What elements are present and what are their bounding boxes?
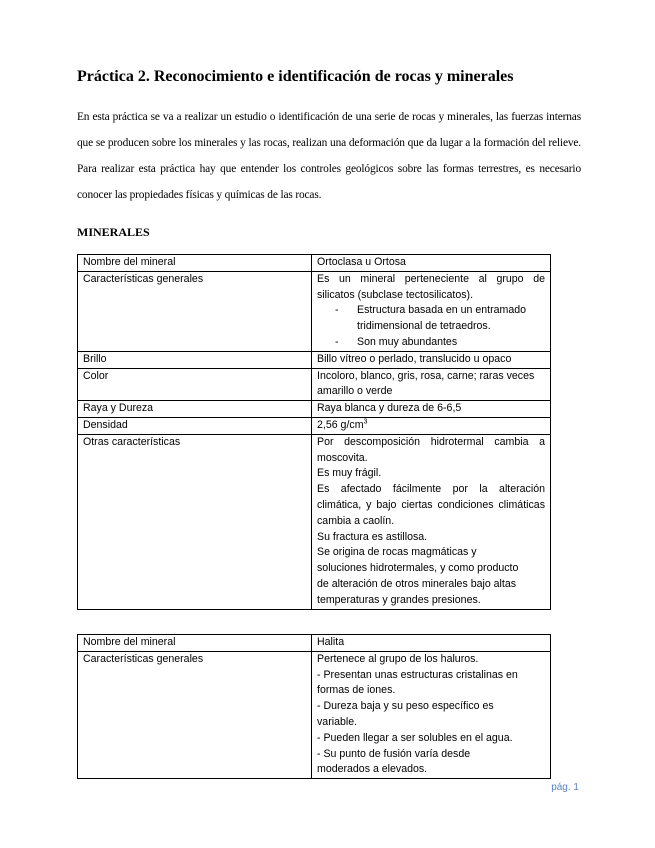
- row-label: Brillo: [78, 351, 312, 368]
- other-characteristics: [312, 434, 551, 609]
- section-heading-minerales: MINERALES: [77, 225, 150, 239]
- row-label: Nombre del mineral: [78, 635, 312, 652]
- general-characteristics: [312, 651, 551, 778]
- table-row: [78, 417, 551, 434]
- color-value: Incoloro, blanco, gris, rosa, carne; raras veces amarillo o verde: [312, 368, 551, 401]
- other-line: Por descomposición hidrotermal cambia a moscovita.: [317, 435, 545, 464]
- general-line: Pertenece al grupo de los haluros.: [317, 652, 479, 665]
- table-row: [78, 351, 551, 368]
- row-label: Nombre del mineral: [78, 255, 312, 272]
- raya-value: Raya blanca y dureza de 6-6,5: [312, 401, 551, 418]
- other-line: Es muy frágil.: [317, 467, 382, 480]
- mineral-name: Halita: [312, 635, 551, 652]
- table-row: [78, 635, 551, 652]
- general-line: - Dureza baja y su peso específico es variable.: [317, 700, 494, 728]
- table-row: [78, 434, 551, 609]
- intro-paragraph: En esta práctica se va a realizar un estudio o identificación de una serie de rocas y minerales, las fuerzas internas que se producen sobre los minerales y las rocas, realizan una deformación que da lugar a la formación del relieve. Para realizar esta práctica hay que entender los controles geológicos sobre las formas terrestres, es necesario conocer las propiedades físicas y químicas de las rocas.: [77, 111, 581, 201]
- row-label: Características generales: [78, 651, 312, 778]
- mineral-table-ortoclasa: [77, 254, 551, 610]
- general-characteristics: [312, 271, 551, 351]
- mineral-table-halita: [77, 634, 551, 779]
- document-title: Práctica 2. Reconocimiento e identificación de rocas y minerales: [77, 68, 514, 85]
- densidad-exponent: 3: [363, 418, 368, 426]
- row-label: Densidad: [78, 417, 312, 434]
- row-label: Características generales: [78, 271, 312, 351]
- list-item: - Estructura basada en un entramado tridimensional de tetraedros.: [335, 303, 545, 335]
- densidad-value: [312, 417, 551, 434]
- general-intro: Es un mineral perteneciente al grupo de silicatos (subclase tectosilicatos).: [317, 272, 545, 301]
- brillo-value: Billo vítreo o perlado, translucido u opaco: [312, 351, 551, 368]
- table-row: [78, 368, 551, 401]
- general-line: - Su punto de fusión varía desde moderados a elevados.: [317, 747, 471, 776]
- general-line: - Pueden llegar a ser solubles en el agua.: [317, 731, 513, 744]
- mineral-name: Ortoclasa u Ortosa: [312, 255, 551, 272]
- list-item: - Son muy abundantes: [335, 335, 545, 351]
- other-line: Su fractura es astillosa.: [317, 530, 428, 543]
- densidad-number: 2,56 g/cm: [317, 418, 364, 431]
- characteristics-list: [317, 303, 545, 350]
- table-row: [78, 651, 551, 778]
- other-line: Es afectado fácilmente por la alteración climática, y bajo ciertas condiciones climáticas cambia a caolín.: [317, 483, 545, 527]
- row-label: Color: [78, 368, 312, 401]
- general-line: - Presentan unas estructuras cristalinas en formas de iones.: [317, 668, 518, 697]
- page-number: pág. 1: [551, 782, 579, 793]
- row-label: Raya y Dureza: [78, 401, 312, 418]
- other-line: Se origina de rocas magmáticas y soluciones hidrotermales, y como producto de alteración de otros minerales bajo altas temperaturas y grandes presiones.: [317, 546, 519, 606]
- table-row: [78, 401, 551, 418]
- table-row: [78, 255, 551, 272]
- row-label: Otras características: [78, 434, 312, 609]
- table-row: [78, 271, 551, 351]
